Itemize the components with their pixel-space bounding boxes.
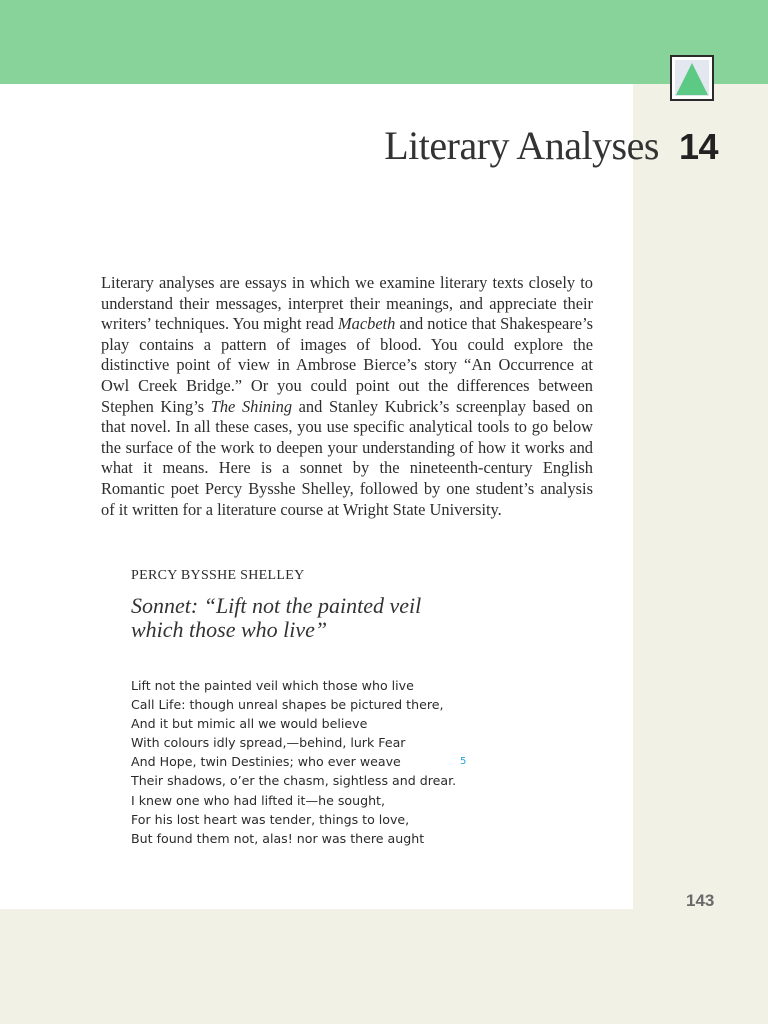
- intro-text-3: and Stanley Kubrick’s screenplay based on that novel. In all these cases, you use specific analytical tools to go below the surface of the work to deepen your understanding of how it works and what it means. Here is a sonnet by the nineteenth-century English Romantic poet Percy Bysshe Shelley, followed by one student’s analysis of it written for a literature course at Wright State University.: [101, 396, 593, 519]
- poem-line: For his lost heart was tender, things to love,: [131, 811, 410, 827]
- poem-line: I knew one who had lifted it—he sought,: [131, 792, 385, 808]
- poem-line: Their shadows, o’er the chasm, sightless and drear.: [131, 773, 457, 789]
- header-band: [0, 0, 768, 84]
- poem-body: [131, 676, 456, 848]
- intro-paragraph: [101, 273, 593, 520]
- page-number: 143: [686, 891, 715, 910]
- poem-line: And Hope, twin Destinies; who ever weave: [131, 754, 401, 770]
- triangle-icon: [675, 60, 709, 96]
- poem-line: Call Life: though unreal shapes be pictured there,: [131, 697, 444, 713]
- intro-text-1: Literary analyses are essays in which we examine literary texts closely to understand their messages, interpret their meanings, and appreciate their writers’ techniques. You might read: [101, 273, 593, 334]
- poem-line: Lift not the painted veil which those who live: [131, 678, 414, 693]
- intro-text-2: and notice that Shakespeare’s play contains a pattern of images of blood. You could explore the distinctive point of view in Ambrose Bierce’s story “An Occurrence at Owl Creek Bridge.” Or you could point out the differences between Stephen King’s: [101, 314, 593, 416]
- poem-line: But found them not, alas! nor was there aught: [131, 830, 425, 846]
- intro-italic-shining: The Shining: [210, 396, 293, 416]
- chapter-title: Literary Analyses: [384, 123, 659, 168]
- poem-line: And it but mimic all we would believe: [131, 716, 368, 732]
- chapter-heading: [384, 122, 718, 169]
- chapter-number: 14: [678, 126, 718, 167]
- poem-author: PERCY BYSSHE SHELLEY: [131, 568, 305, 583]
- poem-title: Sonnet: “Lift not the painted veil which those who live”: [131, 593, 422, 642]
- intro-italic-macbeth: Macbeth: [338, 314, 396, 334]
- line-number-marker: 5: [460, 756, 467, 767]
- chapter-badge: [670, 55, 714, 101]
- poem-line: With colours idly spread,—behind, lurk Fear: [131, 735, 406, 751]
